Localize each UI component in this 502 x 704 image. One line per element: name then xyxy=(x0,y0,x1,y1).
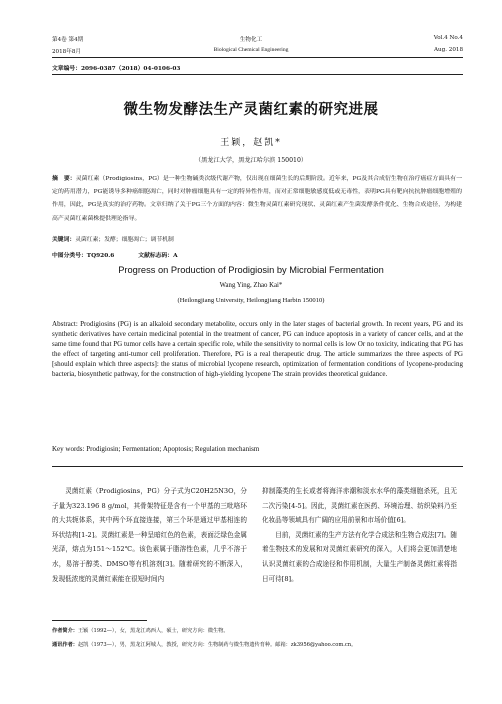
keywords-en-label: Key words: xyxy=(52,445,85,453)
footnote-author-text: 王颖（1992—），女，黑龙江鸡西人，硕士，研究方向：微生物。 xyxy=(77,628,229,634)
body-paragraph: 目前，灵菌红素的生产方法有化学合成法和生物合成法[7]。随着生物技术的发展和对灵菌红素研究的深入，人们将会更加清楚地认识灵菌红素的合成途径和作用机制，大量生产制备灵菌红素将指日可待[8]。 xyxy=(262,530,457,583)
abstract-en-label: Abstract: xyxy=(52,320,78,328)
body-rule xyxy=(52,466,463,467)
abstract-en xyxy=(52,320,463,379)
title-en: Progress on Production of Prodigiosin by Microbial Fermentation xyxy=(118,265,384,275)
issue-info: 第4卷 第4期 xyxy=(52,37,84,43)
abstract-zh-text: 灵菌红素（Prodigiosins，PG）是一种生物碱类次级代谢产物，仅出现在细菌生长的后期阶段。近年来，PG及其合成衍生物在治疗癌症方面具有一定的药用潜力，PG能诱导多种癌细胞凋亡，同时对肿瘤细胞具有一定的特异性作用，而对正常细胞敏感度低或无毒性，表明PG具有靶向抗抗肿瘤细胞增殖的作用，因此，PG是真实的治疗药物。文章归纳了关于PG三个方面的内容：微生物灵菌红素研究现状、灵菌红素产生菌发酵条件优化、生物合成途径，为构建高产灵菌红素菌株提供理论指导。 xyxy=(52,176,463,222)
footnote-corresponding-label: 通讯作者： xyxy=(52,642,78,648)
abstract-zh-label: 摘 要： xyxy=(52,175,76,182)
document-code: 文献标志码：A xyxy=(138,253,178,259)
title-zh: 微生物发酵法生产灵菌红素的研究进展 xyxy=(123,101,379,118)
authors-en: Wang Ying, Zhao Kai* xyxy=(219,282,283,289)
article-number: 文章编号：2096-0387（2018）04-0106-03 xyxy=(52,66,181,72)
authors-zh: 王颖，赵凯* xyxy=(220,138,282,148)
footnote-corresponding-text: 赵凯（1973—），男，黑龙江阿城人，教授，研究方向：生物制药与微生物遗传育种。邮箱：zk3956@yahoo.com.cn。 xyxy=(77,642,357,648)
volume-info: Vol.4 No.4 xyxy=(433,35,463,41)
journal-name-zh: 生物化工 xyxy=(239,37,263,43)
abstract-zh xyxy=(52,172,462,226)
header-rule xyxy=(52,57,463,58)
affiliation-zh: （黑龙江大学，黑龙江哈尔滨 150010） xyxy=(194,157,308,164)
footnote-author xyxy=(52,627,463,634)
clc-number: 中图分类号：TQ920.6 xyxy=(52,253,115,259)
classification-zh xyxy=(52,250,202,259)
body-paragraph: 抑制藻类的生长或者将海洋赤潮和淡水水华的藻类细胞杀死，且无二次污染[4-5]。因此，灵菌红素在医药、环境治理、纺织染料乃至化妆品等领域具有广阔的应用前景和市场价值[6]。 xyxy=(262,487,457,525)
journal-name-en: Biological Chemical Engineering xyxy=(213,47,289,53)
header-rule-2 xyxy=(52,74,463,75)
affiliation-en: (Heilongjiang University, Heilongjiang Harbin 150010) xyxy=(177,297,325,304)
date-en: Aug. 2018 xyxy=(433,47,463,53)
abstract-en-text: Prodigiosins (PG) is an alkaloid secondary metabolite, occurs only in the later stages of bacterial growth. In recent years, PG and its synthetic derivatives have certain medicinal potential in the treatment of cancer, PG can induce apoptosis in a variety of cancer cells, and at the same time found that PG tumor cells have a certain specific role, while the sensitivity to normal cells is low Or no toxicity, indicating that PG has the effect of targeting anti-tumor cell proliferation. Therefore, PG is a real therapeutic drug. The article summarizes the three aspects of PG [should explain which three aspects]: the status of microbial lycopene research, optimization of fermentation conditions of lycopene-producing bacteria, biosynthetic pathway, for the construction of high-yielding lycopene The strain provides theoretical guidance. xyxy=(52,320,464,378)
keywords-en-text: Prodigiosin; Fermentation; Apoptosis; Regulation mechanism xyxy=(86,445,260,453)
keywords-en xyxy=(52,445,463,453)
body-paragraph: 灵菌红素（Prodigiosins，PG）分子式为C20H25N3O，分子量为323.196 8 g/mol，其骨架特征是含有一个甲基的三吡咯环的大共轭体系，其中两个环直接连接，第三个环是通过甲基相连的环状结构[1-2]。灵菌红素是一种呈暗红色的色素，表面泛绿色金属光泽，熔点为151～152℃。该色素属于脂溶性色素，几乎不溶于水，易溶于醇类、DMSO等有机溶剂[3]。随着研究的不断深入，发现低浓度的灵菌红素能在很短时间内 xyxy=(52,487,247,583)
keywords-zh-text: 灵菌红素；发酵；细胞凋亡；调节机制 xyxy=(75,237,174,243)
footnote-author-label: 作者简介： xyxy=(52,628,78,634)
body-left-column xyxy=(52,484,247,586)
footnote-rule xyxy=(52,620,147,621)
body-right-column xyxy=(262,484,457,586)
date-zh: 2018年8月 xyxy=(52,49,81,55)
keywords-zh-label: 关键词： xyxy=(52,237,76,243)
footnote-corresponding xyxy=(52,641,463,648)
keywords-zh xyxy=(52,234,174,243)
